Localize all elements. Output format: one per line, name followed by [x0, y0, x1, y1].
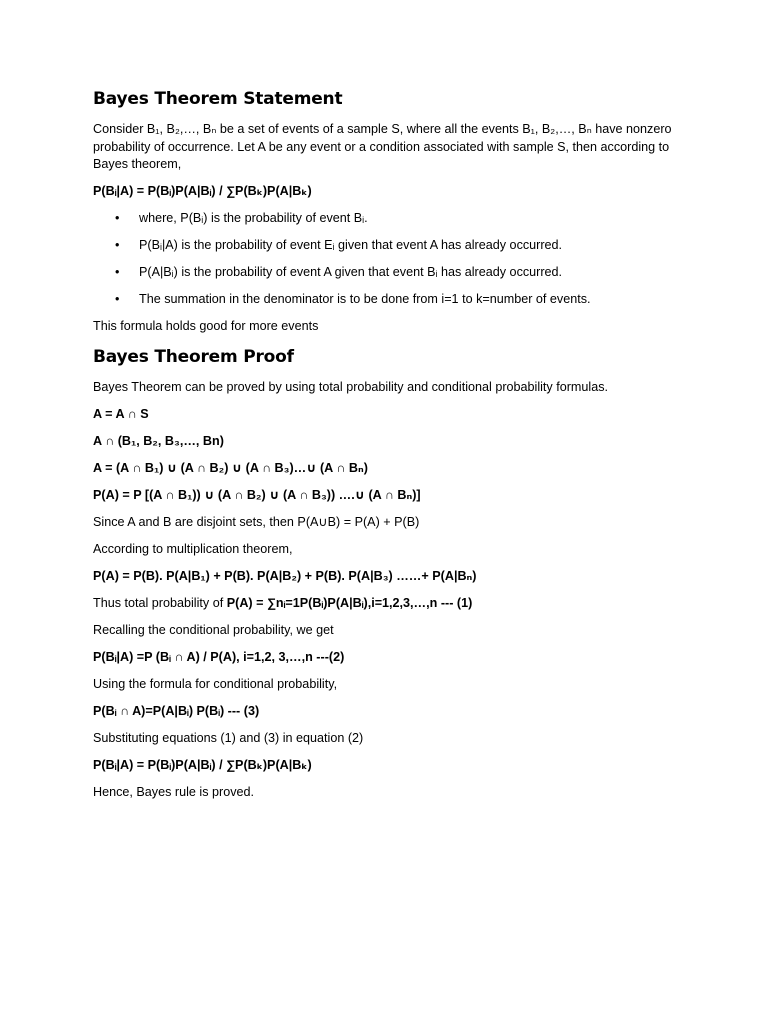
proof-equation: P(Bᵢ|A) = P(Bᵢ)P(A|Bᵢ) / ∑P(Bₖ)P(A|Bₖ) — [93, 757, 312, 772]
formula-note: This formula holds good for more events — [93, 319, 319, 333]
proof-text-prefix: Thus total probability of — [93, 595, 227, 610]
proof-text: Since A and B are disjoint sets, then P(A∪B) = P(A) + P(B) — [93, 514, 420, 529]
list-item: • The summation in the denominator is to be done from i=1 to k=number of events. — [93, 291, 683, 309]
proof-text: Substituting equations (1) and (3) in equation (2) — [93, 730, 364, 745]
list-item: • P(Bᵢ|A) is the probability of event Eᵢ given that event A has already occurred. — [93, 237, 683, 255]
proof-text: According to multiplication theorem, — [93, 541, 293, 556]
document-page — [93, 88, 683, 811]
proof-text: Using the formula for conditional probability, — [93, 676, 338, 691]
proof-equation: A ∩ (B₁, B₂, B₃,…, Bn) — [93, 433, 224, 448]
proof-equation: P(Bᵢ ∩ A)=P(A|Bᵢ) P(Bᵢ) --- (3) — [93, 703, 260, 718]
proof-text-total-probability — [93, 595, 683, 613]
proof-conclusion: Hence, Bayes rule is proved. — [93, 784, 255, 799]
list-item: • where, P(Bᵢ) is the probability of event Bᵢ. — [93, 210, 683, 228]
definition-list — [93, 210, 683, 309]
proof-equation: A = A ∩ S — [93, 406, 149, 421]
heading-bayes-proof: Bayes Theorem Proof — [93, 346, 294, 367]
proof-text: Recalling the conditional probability, we get — [93, 622, 334, 637]
proof-equation: P(Bᵢ|A) =P (Bᵢ ∩ A) / P(A), i=1,2, 3,…,n ---(2) — [93, 649, 345, 664]
proof-equation: P(A) = P(B). P(A|B₁) + P(B). P(A|B₂) + P(B). P(A|B₃) ……+ P(A|Bₙ) — [93, 568, 477, 583]
heading-bayes-statement: Bayes Theorem Statement — [93, 89, 343, 109]
statement-intro: Consider B₁, B₂,…, Bₙ be a set of events of a sample S, where all the events B₁, B₂,…, Bₙ have nonzero probability of occurrence. Let A be any event or a condition associated with sample S, then according to Bayes theorem, — [93, 122, 672, 171]
proof-intro: Bayes Theorem can be proved by using total probability and conditional probability formulas. — [93, 379, 609, 394]
list-item: • P(A|Bᵢ) is the probability of event A given that event Bᵢ has already occurred. — [93, 264, 683, 282]
proof-equation: P(A) = P [(A ∩ B₁)) ∪ (A ∩ B₂) ∪ (A ∩ B₃)) ….∪ (A ∩ Bₙ)] — [93, 487, 421, 502]
bayes-formula: P(Bᵢ|A) = P(Bᵢ)P(A|Bᵢ) / ∑P(Bₖ)P(A|Bₖ) — [93, 184, 312, 198]
total-probability-formula: P(A) = ∑nᵢ=1P(Bᵢ)P(A|Bᵢ),i=1,2,3,…,n --- (1) — [226, 595, 473, 610]
proof-equation: A = (A ∩ B₁) ∪ (A ∩ B₂) ∪ (A ∩ B₃)…∪ (A ∩ Bₙ) — [93, 460, 368, 475]
